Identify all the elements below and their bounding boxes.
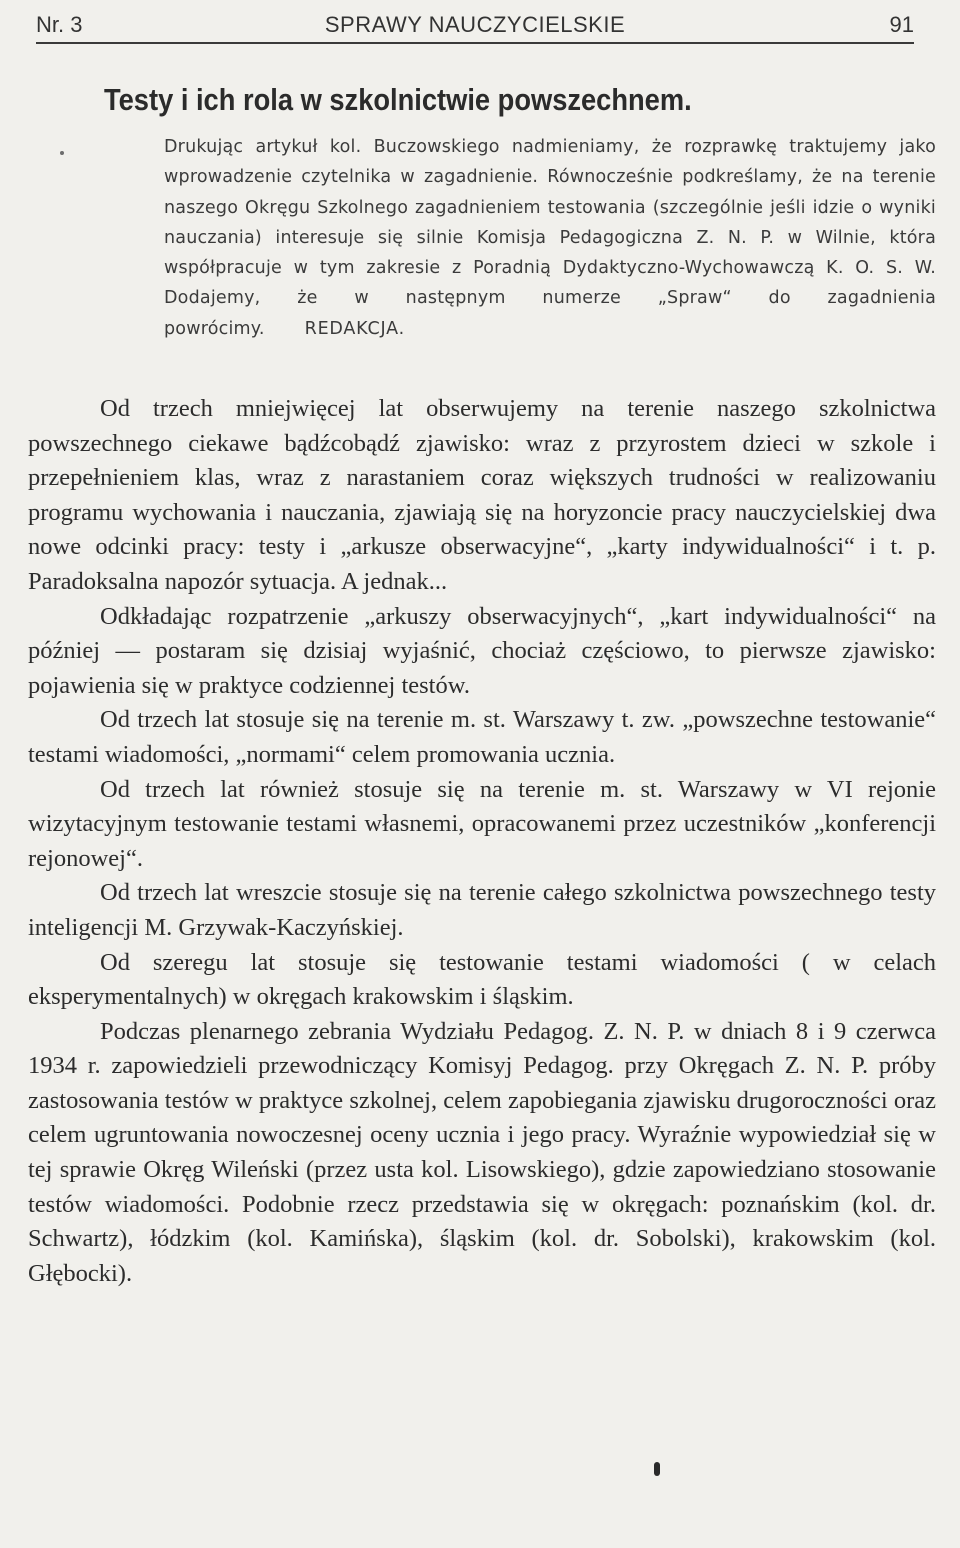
- body-paragraph: Podczas plenarnego zebrania Wydziału Pedagog. Z. N. P. w dniach 8 i 9 czerwca 1934 r. zapowiedzieli przewodniczący Komisyj Pedagog. przy Okręgach Z. N. P. próby zastosowania testów w praktyce szkolnej, celem zapobiegania zjawisku drugoroczności oraz celem ugruntowania nowoczesnej oceny ucznia i jego pracy. Wyraźnie wypowiedział się w tej sprawie Okręg Wileński (przez usta kol. Lisowskiego), gdzie zapowiedziano stosowanie testów wiadomości. Podobnie rzecz przedstawia się w okręgach: poznańskim (kol. dr. Schwartz), łódzkim (kol. Kamińska), śląskim (kol. dr. Sobolski), krakowskim (kol. Głębocki).: [28, 1017, 936, 1287]
- body-paragraph: Od trzech mniejwięcej lat obserwujemy na terenie naszego szkolnictwa powszechnego ciekawe bądźcobądź zjawisko: wraz z przyrostem dzieci w szkole i przepełnieniem klas, wraz z narastaniem coraz większych trudności w realizowaniu programu wychowania i nauczania, zjawiają się na horyzoncie pracy nauczycielskiej dwa nowe odcinki pracy: testy i „arkusze obserwacyjne“, „karty indywidualności“ i t. p. Paradoksalna napozór sytuacja. A jednak...: [28, 395, 936, 595]
- article-title: Testy i ich rola w szkolnictwie powszechnem.: [104, 82, 692, 117]
- body-paragraph: Od trzech lat również stosuje się na terenie m. st. Warszawy w VI rejonie wizytacyjnym testowanie testami własnemi, opracowanemi przez uczestników „konferencji rejonowej“.: [28, 775, 936, 872]
- body-paragraph: Od trzech lat stosuje się na terenie m. st. Warszawy t. zw. „powszechne testowanie“ testami wiadomości, „normami“ celem promowania ucznia.: [28, 706, 936, 768]
- body-paragraph: Od szeregu lat stosuje się testowanie testami wiadomości ( w celach eksperymentalnych) w okręgach krakowskim i śląskim.: [28, 948, 936, 1011]
- running-header: [36, 8, 914, 44]
- editorial-signature: REDAKCJA.: [304, 318, 405, 339]
- body-paragraph: Odkładając rozpatrzenie „arkuszy obserwacyjnych“, „kart indywidualności“ na później — postaram się dzisiaj wyjaśnić, chociaż częściowo, to pierwsze zjawisko: pojawienia się w praktyce codziennej testów.: [28, 602, 936, 699]
- article-body: [28, 392, 936, 1291]
- issue-number: Nr. 3: [36, 12, 83, 37]
- journal-title: SPRAWY NAUCZYCIELSKIE: [324, 12, 626, 37]
- print-speck: [60, 151, 64, 155]
- body-paragraph: Od trzech lat wreszcie stosuje się na terenie całego szkolnictwa powszechnego testy inteligencji M. Grzywak-Kaczyńskiej.: [28, 879, 936, 941]
- print-speck: [654, 1462, 660, 1476]
- editorial-note-text: Drukując artykuł kol. Buczowskiego nadmieniamy, że rozprawkę traktujemy jako wprowadzenie czytelnika w zagadnienie. Równocześnie podkreślamy, że na terenie naszego Okręgu Szkolnego zagadnieniem testowania (szczególnie jeśli idzie o wyniki nauczania) interesuje się silnie Komisja Pedagogiczna Z. N. P. w Wilnie, która współpracuje w tym zakresie z Poradnią Dydaktyczno-Wychowawczą K. O. S. W. Dodajemy, że w następnym numerze „Spraw“ do zagadnienia powrócimy.: [164, 137, 936, 339]
- page-number: 91: [889, 12, 914, 37]
- editorial-note: [164, 132, 936, 344]
